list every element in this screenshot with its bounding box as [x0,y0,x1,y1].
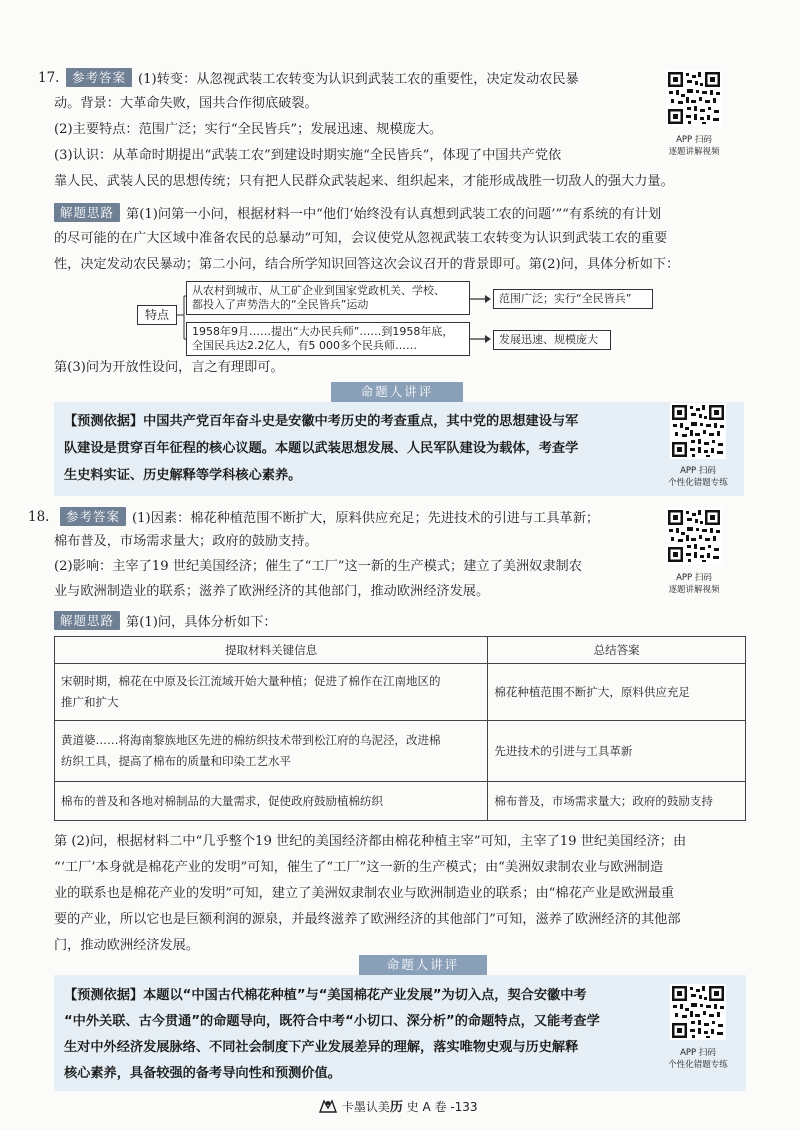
commentary-line: 生史料实证、历史解释等学科核心素养。 [64,468,302,483]
qr-code-icon[interactable] [670,403,726,459]
part2-line: 要的产业，所以它也是巨额利润的源泉，并最终滋养了欧洲经济的其他部门”可知，滋养了欧洲经济的其他部 [54,912,681,927]
commentary-line: 队建设是贯穿百年征程的核心议题。本题以武装思想发展、人民军队建设为载体，考查学 [64,441,579,456]
part2-line: “‘工厂’本身就是棉花产业的发明”可知，催生了“工厂”这一新的生产模式；由“美洲奴隶制农业与欧洲制造 [54,860,664,875]
table-cell-answer: 先进技术的引进与工具革新 [488,721,746,782]
table-row [55,721,746,782]
commentary-line: “中外关联、古今贯通”的命题导向，既符合中考“小切口、深分析”的命题特点，又能考查学 [64,1014,600,1029]
answer-line: 参考答案 (1)转变：从忽视武装工农转变为认识到武装工农的重要性，决定发动农民暴 [66,68,579,90]
commentary-title: 命题人讲评 [331,382,463,402]
commentary-title: 命题人讲评 [359,955,487,975]
part2-line: 门，推动欧洲经济发展。 [54,938,200,953]
qr-caption: APP 扫码 逐题讲解视频 [668,135,720,157]
answer-line: 靠人民、武装人民的思想传统；只有把人民群众武装起来、组织起来，才能形成战胜一切敌人的强大力量。 [54,174,674,189]
table-header: 提取材料关键信息 [55,637,488,664]
diagram-result-box: 范围广泛；实行“全民皆兵” [493,289,653,309]
part2-line: 第 (2)问，根据材料二中“几乎整个19 世纪的美国经济都由棉花种植主宰”可知，主宰了19 世纪美国经济；由 [54,834,687,849]
table-cell-answer: 棉布普及，市场需求量大；政府的鼓励支持 [488,782,746,821]
answer-line: (2)影响：主宰了19 世纪美国经济；催生了“工厂”这一新的生产模式；建立了美洲奴隶制农 [54,559,582,574]
diagram-root: 特点 [137,305,177,325]
commentary-line: 【预测依据】中国共产党百年奋斗史是安徽中考历史的考查重点，其中党的思想建设与军 [64,414,579,429]
answer-line: 动。背景：大革命失败，国共合作彻底破裂。 [54,96,318,111]
answer-tag: 参考答案 [60,507,126,526]
page-footer [318,1096,478,1115]
think-line: 的尽可能的在广大区域中准备农民的总暴动”可知，会议使党从忽视武装工农转变为认识到武装工农的重要 [54,231,668,246]
commentary-line: 生对中外经济发展脉络、不同社会制度下产业发展差异的理解，落实唯物史观与历史解释 [64,1040,579,1055]
diagram-result-box: 发展迅速、规模庞大 [493,330,611,350]
answer-line: 参考答案 (1)因素：棉花种植范围不断扩大，原料供应充足；先进技术的引进与工具革新； [60,507,599,529]
footer-subject: 历 [389,1100,403,1115]
footer-brand: 卡墨认美 [341,1100,390,1114]
table-cell-info: 棉布的普及和各地对棉制品的大量需求，促使政府鼓励植棉纺织 [55,782,488,821]
table-cell-info: 黄道婆……将海南黎族地区先进的棉纺织技术带到松江府的乌泥泾，改进棉 纺织工具，提高了棉布的质量和印染工艺水平 [55,721,488,782]
qr-code-icon[interactable] [670,984,726,1040]
qr-caption: APP 扫码 个性化错题专练 [668,466,728,488]
table-cell-answer: 棉花种植范围不断扩大，原料供应充足 [488,664,746,721]
commentary-line: 【预测依据】本题以“中国古代棉花种植”与“美国棉花产业发展”为切入点，契合安徽中考 [64,988,587,1003]
commentary-line: 核心素养，具备较强的备考导向性和预测价值。 [64,1066,341,1081]
analysis-table [54,636,746,821]
table-row [55,782,746,821]
diagram-material-box: 从农村到城市、从工矿企业到国家党政机关、学校、 都投入了声势浩大的“全民皆兵”运动 [186,281,470,315]
part2-line: 业的联系也是棉花产业的发明”可知，建立了美洲奴隶制农业与欧洲制造业的联系；由“棉花产业是欧洲最重 [54,886,675,901]
think-tag: 解题思路 [54,203,120,222]
question-number: 17. [38,70,60,86]
qr-code-icon[interactable] [666,70,722,126]
part3-text: 第(3)问为开放性设问，言之有理即可。 [54,360,284,375]
think-tag: 解题思路 [54,611,120,630]
brand-logo-icon [318,1098,338,1114]
think-line: 性，决定发动农民暴动；第二小问，结合所学知识回答这次会议召开的背景即可。第(2)问，具体分析如下： [54,257,680,272]
think-line: 解题思路 第(1)问，具体分析如下： [54,611,277,633]
think-line: 解题思路 第(1)问第一小问，根据材料一中“他们‘始终没有认真想到武装工农的问题’”“有系统的有计划 [54,203,661,225]
table-header: 总结答案 [488,637,746,664]
qr-caption: APP 扫码 个性化错题专练 [668,1048,728,1070]
footer-page: 史 A 卷 -133 [402,1100,478,1114]
answer-line: (3)认识：从革命时期提出“武装工农”到建设时期实施“全民皆兵”，体现了中国共产党依 [54,148,562,163]
table-cell-info: 宋朝时期，棉花在中原及长江流域开始大量种植；促进了棉作在江南地区的 推广和扩大 [55,664,488,721]
answer-line: 棉布普及，市场需求量大；政府的鼓励支持。 [54,534,318,549]
diagram-material-box: 1958年9月……提出“大办民兵师”……到1958年底， 全国民兵达2.2亿人，有5 000多个民兵师…… [186,322,470,356]
answer-line: 业与欧洲制造业的联系；滋养了欧洲经济的其他部门，推动欧洲经济发展。 [54,584,490,599]
answer-line: (2)主要特点：范围广泛；实行“全民皆兵”；发展迅速、规模庞大。 [54,122,443,137]
table-row [55,664,746,721]
question-number: 18. [28,509,50,525]
qr-code-icon[interactable] [666,508,722,564]
qr-caption: APP 扫码 逐题讲解视频 [668,573,720,595]
answer-tag: 参考答案 [66,68,132,87]
